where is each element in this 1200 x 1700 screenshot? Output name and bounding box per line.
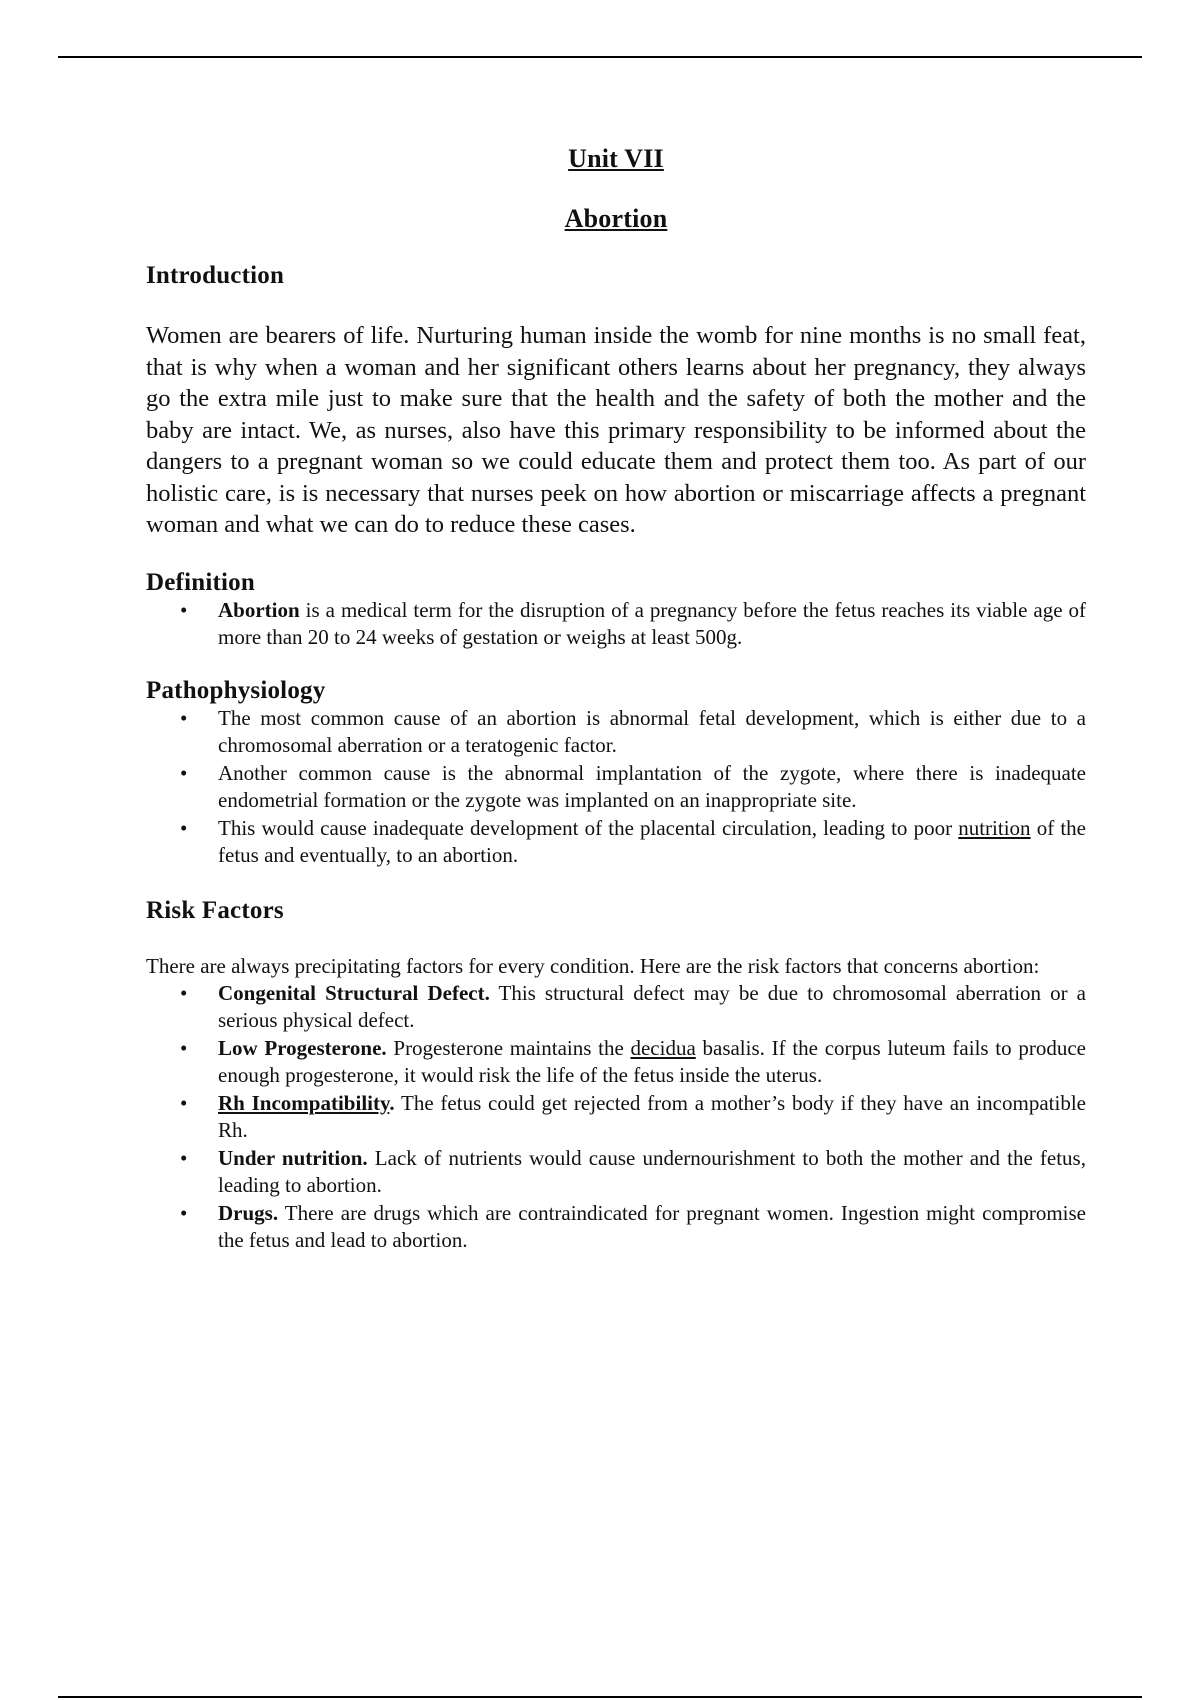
- risk-factors-intro: There are always precipitating factors for every condition. Here are the risk factors that concerns abortion:: [146, 953, 1040, 978]
- risk-factor-text: There are drugs which are contraindicated for pregnant women. Ingestion might compromise the fetus and lead to abortion.: [218, 1200, 1086, 1252]
- bullet-icon: •: [180, 1145, 188, 1170]
- risk-factor-text: Progesterone maintains the: [386, 1035, 631, 1060]
- list-item: [146, 815, 1086, 869]
- risk-factor-term: Congenital Structural Defect.: [218, 980, 490, 1005]
- risk-factor-term: Low Progesterone.: [218, 1035, 387, 1060]
- document-title: Abortion: [564, 204, 668, 233]
- risk-factor-text: This structural defect may be due to chromosomal aberration or a serious physical defect.: [218, 980, 1086, 1032]
- list-item: [146, 1090, 1086, 1144]
- list-item: [146, 597, 1086, 651]
- list-item: [146, 1145, 1086, 1199]
- header-rule: [58, 56, 1142, 58]
- bullet-icon: •: [180, 705, 188, 730]
- risk-factors-list: [146, 980, 1086, 1254]
- list-item: [146, 980, 1086, 1034]
- list-item: [146, 705, 1086, 759]
- bullet-icon: •: [180, 1035, 188, 1060]
- pathophysiology-heading: Pathophysiology: [146, 676, 326, 704]
- risk-factor-term: Drugs.: [218, 1200, 279, 1225]
- definition-heading: Definition: [146, 568, 255, 596]
- risk-factor-term: Under nutrition.: [218, 1145, 368, 1170]
- definition-term: Abortion: [218, 597, 300, 622]
- introduction-paragraph: Women are bearers of life. Nurturing human inside the womb for nine months is no small feat, that is why when a woman and her significant others learns about her pregnancy, they always go the extra mile just to make sure that the health and the safety of both the mother and the baby are intact. We, as nurses, also have this primary responsibility to be informed about the dangers to a pregnant woman so we could educate them and protect them too. As part of our holistic care, is is necessary that nurses peek on how abortion or miscarriage affects a pregnant woman and what we can do to reduce these cases.: [146, 322, 1086, 538]
- bullet-icon: •: [180, 1200, 188, 1225]
- risk-factor-text: The fetus could get rejected from a mother’s body if they have an incompatible Rh.: [218, 1090, 1086, 1142]
- unit-title: Unit VII: [568, 144, 664, 173]
- introduction-heading: Introduction: [146, 262, 285, 289]
- document-page: [146, 140, 1086, 1255]
- risk-factor-text: basalis. If the corpus luteum fails to produce enough progesterone, it would risk the life of the fetus inside the uterus.: [218, 1035, 1086, 1087]
- pathophysiology-text: This would cause inadequate development of the placental circulation, leading to poor: [218, 815, 959, 840]
- rh-incompatibility-link[interactable]: Rh Incompatibility: [218, 1090, 390, 1115]
- risk-factors-heading: Risk Factors: [146, 896, 284, 924]
- list-item: [146, 760, 1086, 814]
- bullet-icon: •: [180, 597, 188, 622]
- bullet-icon: •: [180, 980, 188, 1005]
- nutrition-link[interactable]: nutrition: [958, 815, 1031, 840]
- pathophysiology-text: Another common cause is the abnormal implantation of the zygote, where there is inadequate endometrial formation or the zygote was implanted on an inappropriate site.: [218, 760, 1086, 812]
- pathophysiology-text: of the fetus and eventually, to an abortion.: [218, 815, 1086, 867]
- bullet-icon: •: [180, 1090, 188, 1115]
- definition-text: is a medical term for the disruption of a pregnancy before the fetus reaches its viable age of more than 20 to 24 weeks of gestation or weighs at least 500g.: [218, 597, 1086, 649]
- pathophysiology-text: The most common cause of an abortion is abnormal fetal development, which is either due to a chromosomal aberration or a teratogenic factor.: [218, 705, 1086, 757]
- risk-factor-text: Lack of nutrients would cause undernourishment to both the mother and the fetus, leading to abortion.: [218, 1145, 1086, 1197]
- risk-factor-term-suffix: .: [389, 1090, 395, 1115]
- decidua-link[interactable]: decidua: [630, 1035, 696, 1060]
- definition-list: [146, 597, 1086, 651]
- list-item: [146, 1035, 1086, 1089]
- bullet-icon: •: [180, 760, 188, 785]
- list-item: [146, 1200, 1086, 1254]
- bullet-icon: •: [180, 815, 188, 840]
- footer-rule: [58, 1696, 1142, 1698]
- pathophysiology-list: [146, 705, 1086, 869]
